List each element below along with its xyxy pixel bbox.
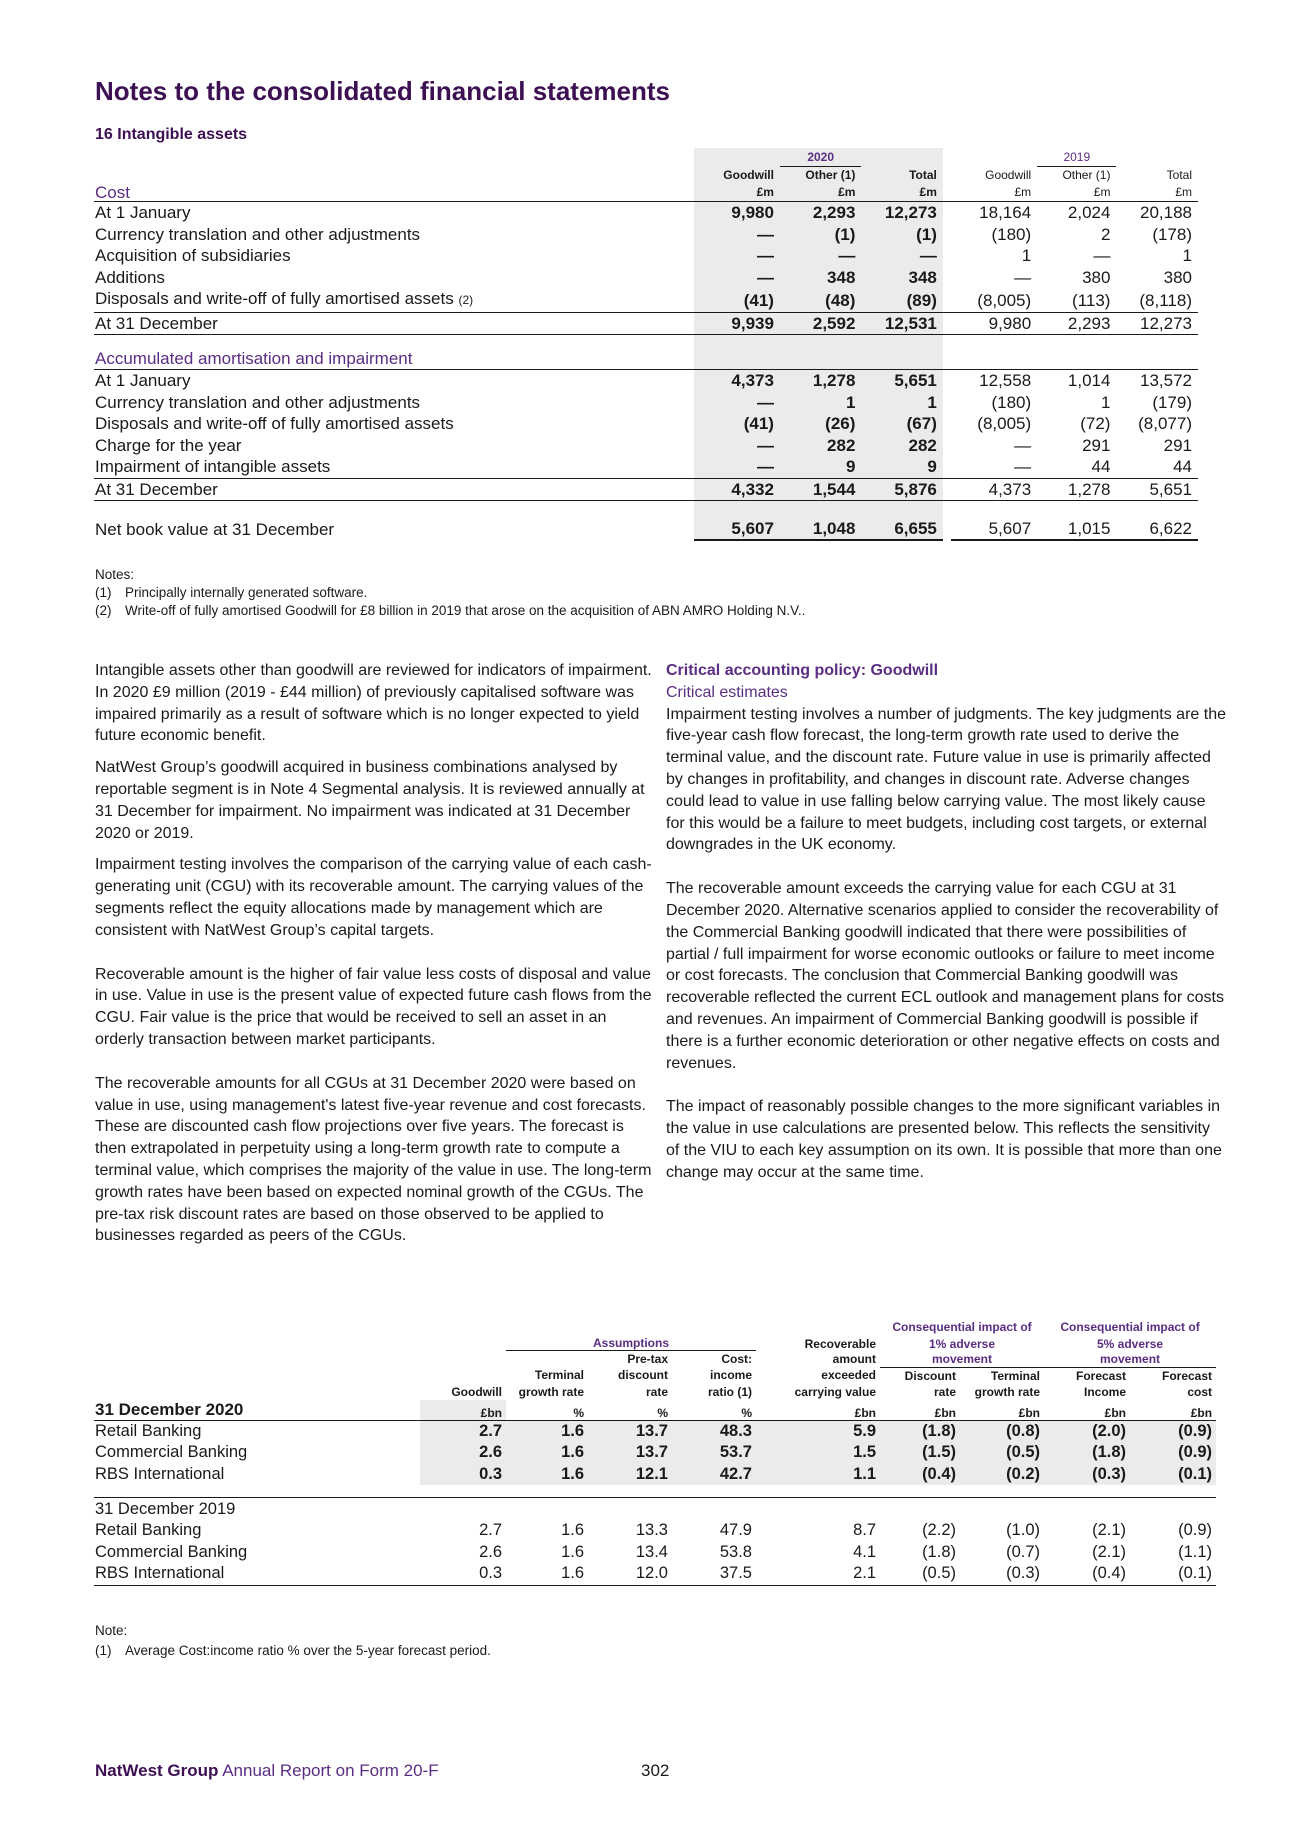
cell: 1.6 (506, 1420, 588, 1442)
impact-5pct-line1: Consequential impact of (1060, 1320, 1200, 1334)
page-number: 302 (641, 1761, 670, 1780)
cell: 5,876 (861, 478, 942, 501)
col-unit: £m (694, 184, 780, 202)
cell: (8,118) (1116, 288, 1198, 312)
cell: 20,188 (1116, 202, 1198, 224)
col-header: Discount (904, 1368, 956, 1383)
cell: (8,005) (977, 414, 1032, 433)
col-unit: % (588, 1400, 672, 1421)
col-header: discount (618, 1368, 668, 1383)
critical-policy-heading: Critical accounting policy: Goodwill (666, 662, 939, 679)
cell: 282 (861, 435, 942, 457)
cell: 2,293 (1037, 312, 1116, 335)
cell: 1,048 (780, 501, 861, 541)
sensitivity-note (95, 1621, 491, 1661)
cell: 12,558 (951, 370, 1037, 392)
row-label: Disposals and write-off of fully amortised assets (95, 414, 454, 433)
cell: (0.3) (1044, 1464, 1130, 1486)
paragraph: Recoverable amount is the higher of fair value less costs of disposal and value in use. Value in use is the present value of expected future cash flows from the CGU. Fair value is the price that would be received to sell an asset in an orderly transaction between market participants. (95, 965, 652, 1048)
col-header: rate (645, 1384, 668, 1399)
row-label: Commercial Banking (95, 1542, 248, 1561)
row-label: RBS International (94, 1563, 420, 1585)
cell: 12,531 (861, 312, 942, 335)
cell: (1.1) (1178, 1542, 1213, 1561)
cell: 4,332 (694, 478, 780, 501)
cell: 291 (1082, 435, 1111, 455)
col-unit: £m (1093, 185, 1111, 199)
row-label: Acquisition of subsidiaries (95, 246, 291, 265)
cell: (1) (780, 224, 861, 246)
cell: 5,607 (951, 501, 1037, 541)
cell: — (1093, 246, 1111, 265)
cell: 2.6 (420, 1442, 506, 1464)
section-title: 16 Intangible assets (95, 126, 248, 143)
note-text: Principally internally generated software. (125, 585, 368, 600)
footer-brand: NatWest Group (95, 1761, 219, 1780)
cell: 1.6 (561, 1542, 584, 1561)
cell: (1.0) (1006, 1521, 1041, 1539)
cell: (2.0) (1044, 1420, 1130, 1442)
cell: (0.5) (960, 1442, 1044, 1464)
cell: (1) (861, 224, 942, 246)
cell: (41) (694, 413, 780, 435)
cell: (0.3) (960, 1563, 1044, 1585)
cell: 12.1 (588, 1464, 672, 1486)
table-notes (95, 566, 805, 620)
cell: (1.8) (880, 1420, 960, 1442)
row-label: Charge for the year (95, 435, 242, 455)
cell: 380 (1082, 267, 1111, 287)
row-label: At 1 January (94, 370, 694, 392)
col-unit: % (506, 1400, 588, 1421)
cell: 2.7 (420, 1420, 506, 1442)
cell: 4,373 (951, 478, 1037, 501)
cell: 1,278 (1037, 478, 1116, 501)
row-label: Currency translation and other adjustments (95, 224, 421, 244)
cell: 348 (780, 267, 861, 289)
col-header: carrying value (794, 1384, 876, 1399)
cell: 44 (1037, 456, 1116, 478)
row-label: At 31 December (94, 478, 694, 501)
cell: 9,939 (694, 312, 780, 335)
col-header: Goodwill (451, 1384, 502, 1399)
cell: 1.6 (561, 1521, 584, 1539)
paragraph: The recoverable amounts for all CGUs at 31 December 2020 were based on value in use, using management's latest five-year revenue and cost forecasts. These are discounted cash flow projections over five years. The forecast is then extrapolated in perpetuity using a long-term growth rate to compute a terminal value, which comprises the majority of the value in use. The long-term growth rates have been based on expected nominal growth of the CGUs. The pre-tax risk discount rates are based on those observed to be applied to businesses regarded as peers of the CGUs. (95, 1074, 652, 1245)
table-row (94, 288, 1198, 312)
table-row (94, 224, 1198, 246)
col-header: Terminal (990, 1368, 1041, 1383)
cell: (48) (780, 288, 861, 312)
col-header: amount (832, 1351, 876, 1366)
cell: 53.8 (719, 1542, 752, 1561)
intangible-assets-table (94, 148, 1198, 541)
row-label: Impairment of intangible assets (94, 456, 694, 478)
table-row (94, 267, 1198, 289)
cell: 2,592 (780, 312, 861, 335)
cell: 13.3 (635, 1521, 668, 1539)
col-header: ratio (1) (707, 1384, 752, 1399)
table-row (94, 435, 1198, 457)
cell: 9 (780, 456, 861, 478)
cell: 13.7 (588, 1420, 672, 1442)
cell: (0.8) (960, 1420, 1044, 1442)
cell: 9,980 (694, 202, 780, 224)
cell: 2.6 (479, 1542, 502, 1561)
table-row (94, 1464, 1216, 1486)
cell: 1 (780, 392, 861, 414)
row-label: Retail Banking (95, 1421, 202, 1440)
cell: 5,651 (861, 370, 942, 392)
col-unit: % (672, 1400, 756, 1421)
cell: 291 (1163, 435, 1192, 455)
table-row (94, 370, 1198, 392)
paragraph: The impact of reasonably possible changes to the more significant variables in the value in use calculations are presented below. This reflects the sensitivity of the VIU to each key assumption on its own. It is possible that more than one change may occur at the same time. (666, 1098, 1222, 1181)
cell: 48.3 (672, 1420, 756, 1442)
cell: (1.8) (922, 1542, 956, 1561)
cell: 9 (861, 456, 942, 478)
table-row (94, 1442, 1216, 1464)
cell: (8,005) (951, 288, 1037, 312)
cell: — (694, 245, 780, 267)
accumulated-label: Accumulated amortisation and impairment (95, 348, 413, 368)
cell: 42.7 (672, 1464, 756, 1486)
table-row (94, 1520, 1216, 1542)
row-label: At 1 January (94, 202, 694, 224)
col-header: growth rate (974, 1384, 1041, 1399)
footer-report: Annual Report on Form 20-F (218, 1761, 439, 1780)
movement-1pct: movement (880, 1351, 1044, 1368)
cell: 1,544 (780, 478, 861, 501)
note-item (95, 602, 805, 620)
cell: 5.9 (756, 1420, 880, 1442)
note-text: Average Cost:income ratio % over the 5-year forecast period. (125, 1643, 491, 1658)
cell: (2.1) (1092, 1521, 1127, 1539)
cell: (113) (1037, 288, 1116, 312)
cell: (1.5) (880, 1442, 960, 1464)
cell: — (780, 245, 861, 267)
critical-estimates-subheading: Critical estimates (666, 683, 788, 701)
impact-1pct-line2: 1% adverse (928, 1336, 996, 1351)
cell: 13,572 (1116, 370, 1198, 392)
col-unit: £m (1175, 185, 1192, 199)
cell: (0.1) (1130, 1563, 1216, 1585)
cell: (1.8) (1044, 1442, 1130, 1464)
year-2019-label: 31 December 2019 (94, 1498, 420, 1521)
cell: — (1014, 435, 1032, 455)
cell: 37.5 (672, 1563, 756, 1585)
recoverable-line1: Recoverable (804, 1336, 876, 1351)
row-label: Disposals and write-off of fully amortised assets (2) (94, 288, 694, 312)
col-unit: £m (1014, 185, 1032, 199)
year-2020-label: 31 December 2020 (94, 1400, 420, 1421)
col-header: Other (1) (1062, 168, 1111, 182)
cell: (0.4) (1044, 1563, 1130, 1585)
col-unit: £bn (1044, 1400, 1130, 1421)
cell: 6,622 (1116, 501, 1198, 541)
cell: (0.9) (1130, 1420, 1216, 1442)
row-label: At 31 December (94, 312, 694, 335)
cell: (0.1) (1130, 1464, 1216, 1486)
col-header: Pre-tax (627, 1352, 668, 1366)
col-header: rate (933, 1384, 956, 1399)
cell: 12,273 (861, 202, 942, 224)
cell: — (694, 435, 780, 457)
cell: (179) (1152, 392, 1192, 412)
right-column (666, 660, 1226, 1194)
cell: 53.7 (672, 1442, 756, 1464)
cell: 0.3 (420, 1563, 506, 1585)
cell: (72) (1080, 414, 1111, 433)
cell: (180) (991, 224, 1032, 244)
col-unit: £m (861, 184, 942, 202)
cell: 4,373 (694, 370, 780, 392)
cell: 1 (1021, 246, 1032, 265)
cell: 1.6 (506, 1464, 588, 1486)
table-row-total (94, 478, 1198, 501)
note-key: (1) (95, 1643, 112, 1658)
cell: 5,607 (694, 501, 780, 541)
cell: 12.0 (588, 1563, 672, 1585)
cell: 1.6 (506, 1563, 588, 1585)
cell: — (694, 224, 780, 246)
cell: 18,164 (951, 202, 1037, 224)
net-book-value-row (94, 501, 1198, 541)
table-row (94, 1420, 1216, 1442)
col-header: Income (1084, 1384, 1127, 1399)
row-label: Net book value at 31 December (95, 519, 335, 539)
col-header: Other (1) (780, 167, 861, 185)
cell: 348 (861, 267, 942, 289)
col-header: Total (861, 167, 942, 185)
notes-heading: Notes: (95, 567, 135, 582)
cell: (67) (861, 413, 942, 435)
cell: (2.1) (1092, 1542, 1127, 1561)
footnote-ref: (2) (458, 293, 474, 307)
row-label: RBS International (95, 1464, 225, 1483)
cell: (0.2) (960, 1464, 1044, 1486)
cell: (0.7) (1006, 1542, 1041, 1561)
col-header: Forecast (1075, 1368, 1127, 1383)
table-row (94, 1542, 1216, 1564)
cell: 282 (780, 435, 861, 457)
sensitivity-table (94, 1318, 1216, 1586)
col-header: Total (1166, 168, 1192, 182)
cell: (26) (780, 413, 861, 435)
cell: 1.5 (756, 1442, 880, 1464)
cell: (8,077) (1138, 414, 1192, 433)
cell: 2.7 (479, 1521, 502, 1539)
movement-5pct: movement (1044, 1351, 1216, 1368)
paragraph: Intangible assets other than goodwill are reviewed for indicators of impairment. In 2020 £9 million (2019 - £44 million) of previously capitalised software was impaired primarily as a result of software which is no longer expected to yield future economic benefit. (95, 662, 652, 745)
paragraph: NatWest Group’s goodwill acquired in business combinations analysed by reportable segment is in Note 4 Segmental analysis. It is reviewed annually at 31 December for impairment. No impairment was indicated at 31 December 2020 or 2019. (95, 759, 645, 842)
row-label: Currency translation and other adjustments (95, 392, 421, 412)
cell: 1 (861, 392, 942, 414)
cost-label: Cost (95, 183, 130, 202)
cell: 9,980 (951, 312, 1037, 335)
col-unit: £bn (420, 1400, 506, 1421)
cell: 0.3 (420, 1464, 506, 1486)
cell: 1,014 (1037, 370, 1116, 392)
paragraph: Impairment testing involves a number of judgments. The key judgments are the five-year cash flow forecast, the long-term growth rate used to derive the terminal value, and the discount rate. Future value in use is primarily affected by changes in profitability, and changes in discount rate. Adverse changes could lead to value in use falling below carrying value. The most likely cause for this would be a failure to meet budgets, including cost targets, or external downgrades in the UK economy. (666, 705, 1226, 854)
paragraph: The recoverable amount exceeds the carrying value for each CGU at 31 December 2020. Alternative scenarios applied to consider the recoverability of the Commercial Banking goodwill indicated that there were possibilities of partial / full impairment for worse economic outlooks or failure to meet income or cost forecasts. The conclusion that Commercial Banking goodwill was recoverable reflected the current ECL outlook and management plans for costs and revenues. An impairment of Commercial Banking goodwill is possible if there is a further economic deterioration or other negative effects on costs and revenues. (666, 880, 1224, 1072)
cell: 1,278 (780, 370, 861, 392)
col-unit: £m (780, 184, 861, 202)
cell: 2,024 (1037, 202, 1116, 224)
col-unit: £bn (756, 1400, 880, 1421)
impact-5pct-line2: 5% adverse (1097, 1336, 1164, 1351)
note-heading: Note: (95, 1623, 128, 1638)
cell: 2 (1101, 224, 1111, 244)
cell: (2.2) (922, 1521, 956, 1539)
assumptions-group: Assumptions (506, 1334, 756, 1351)
cell: 2,293 (780, 202, 861, 224)
cell: 4.1 (853, 1542, 876, 1561)
cell: — (694, 267, 780, 289)
col-header: Goodwill (694, 167, 780, 185)
note-key: (1) (95, 585, 112, 600)
note-text: Write-off of fully amortised Goodwill for £8 billion in 2019 that arose on the acquisition of ABN AMRO Holding N.V.. (125, 603, 806, 618)
impact-1pct-line1: Consequential impact of (892, 1320, 1032, 1334)
row-label: Commercial Banking (95, 1443, 248, 1461)
note-item (95, 1641, 491, 1661)
cell: 47.9 (719, 1521, 752, 1539)
cell: 380 (1163, 267, 1192, 287)
col-unit: £bn (960, 1400, 1044, 1421)
cell: 13.4 (635, 1542, 668, 1561)
cell: (178) (1152, 224, 1192, 244)
cell: — (694, 392, 780, 414)
year-2020-header: 2020 (780, 148, 861, 167)
cell: 2.1 (756, 1563, 880, 1585)
cell: — (1014, 267, 1032, 287)
row-label: Retail Banking (95, 1521, 202, 1539)
table-row (94, 202, 1198, 224)
left-column (95, 660, 655, 1257)
cell: 5,651 (1116, 478, 1198, 501)
table-row (94, 413, 1198, 435)
cell: 12,273 (1116, 312, 1198, 335)
col-header: Terminal (534, 1368, 584, 1383)
cell: 1.6 (506, 1442, 588, 1464)
col-header: exceeded (821, 1368, 876, 1383)
cell: 8.7 (853, 1521, 876, 1539)
page-title: Notes to the consolidated financial statements (95, 76, 670, 106)
table-row (94, 392, 1198, 414)
cost-rows (94, 202, 1198, 335)
cell: 13.7 (588, 1442, 672, 1464)
cell: (0.9) (1130, 1442, 1216, 1464)
cell: (89) (861, 288, 942, 312)
table-row-total (94, 312, 1198, 335)
table-row (94, 245, 1198, 267)
cell: — (951, 456, 1037, 478)
col-header: Forecast (1162, 1368, 1213, 1383)
year-2019-header: 2019 (1037, 148, 1116, 167)
col-header: Cost: (721, 1352, 752, 1366)
cell: 1.1 (756, 1464, 880, 1486)
col-header: income (709, 1368, 752, 1383)
row-label: Additions (95, 267, 165, 287)
col-unit: £bn (1130, 1400, 1216, 1421)
cell: 1,015 (1037, 501, 1116, 541)
paragraph: Impairment testing involves the comparison of the carrying value of each cash-generating unit (CGU) with its recoverable amount. The carrying values of the segments reflect the equity allocations made by management which are consistent with NatWest Group’s capital targets. (95, 856, 652, 939)
accumulated-rows (94, 335, 1198, 541)
col-unit: £bn (880, 1400, 960, 1421)
table-row (94, 1563, 1216, 1585)
note-item (95, 584, 805, 602)
cell: — (694, 456, 780, 478)
cell: 1 (1101, 392, 1111, 412)
cell: (0.9) (1178, 1521, 1213, 1539)
cell: (41) (694, 288, 780, 312)
note-key: (2) (95, 603, 112, 618)
col-header: Goodwill (985, 168, 1032, 182)
cell: — (861, 245, 942, 267)
col-header: cost (1187, 1384, 1213, 1399)
cell: 6,655 (861, 501, 942, 541)
cell: 44 (1116, 456, 1198, 478)
cell: (0.5) (880, 1563, 960, 1585)
table-row (94, 456, 1198, 478)
footer (95, 1761, 439, 1781)
cell: 1 (1182, 246, 1192, 265)
cell: (0.4) (880, 1464, 960, 1486)
col-header: growth rate (518, 1384, 584, 1399)
cell: (180) (991, 392, 1032, 412)
